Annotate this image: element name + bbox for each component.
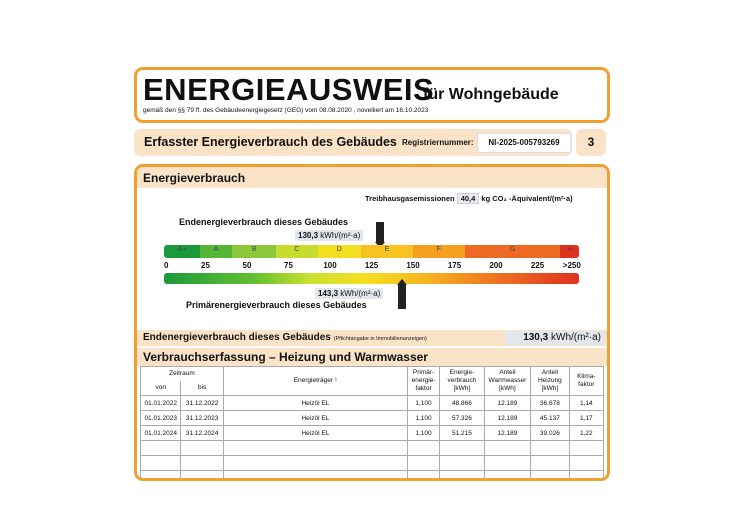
ghg-label: Treibhausgasemissionen bbox=[365, 194, 455, 203]
end-energy-marker bbox=[376, 222, 384, 243]
header-hot-water: Anteil Warmwasser [kWh] bbox=[484, 367, 531, 396]
summary-value-box bbox=[505, 331, 605, 345]
table-cell bbox=[141, 441, 181, 456]
certificate-title: ENERGIEAUSWEIS bbox=[143, 72, 435, 107]
table-cell bbox=[141, 456, 181, 471]
header-consumption: Energie-verbrauch [kWh] bbox=[440, 367, 484, 396]
certificate-subtitle: für Wohngebäude bbox=[423, 86, 559, 103]
table-cell bbox=[440, 441, 484, 456]
end-energy-unit: kWh/(m²·a) bbox=[320, 231, 361, 240]
table-cell: 36.678 bbox=[531, 396, 569, 411]
table-cell: 01.01.2023 bbox=[141, 411, 181, 426]
table-cell bbox=[407, 456, 439, 471]
scale-tick: 225 bbox=[530, 261, 545, 270]
table-row bbox=[141, 456, 604, 471]
header-period: Zeitraum bbox=[141, 367, 224, 382]
energy-class-b bbox=[232, 245, 276, 258]
table-cell bbox=[407, 441, 439, 456]
summary-unit: kWh/(m²·a) bbox=[551, 332, 601, 343]
table-cell bbox=[181, 471, 223, 482]
law-reference: gemäß den §§ 79 ff. des Gebäudeenergiegesetz (GEG) vom 08.08.2020 , novelliert am 16.10.2023 bbox=[143, 107, 429, 114]
registration-number: NI-2025-005793269 bbox=[477, 133, 571, 153]
scale-tick: 200 bbox=[489, 261, 503, 270]
table-cell: 1,17 bbox=[569, 411, 603, 426]
consumption-table bbox=[140, 366, 604, 481]
energy-class-h bbox=[560, 245, 579, 258]
table-cell: 12.189 bbox=[484, 426, 531, 441]
page-number: 3 bbox=[576, 129, 606, 156]
table-row bbox=[141, 426, 604, 441]
table-row bbox=[141, 441, 604, 456]
energy-heading: Energieverbrauch bbox=[143, 171, 246, 185]
energy-heading-bar bbox=[137, 167, 607, 188]
header-climate-factor: Klima-faktor bbox=[569, 367, 603, 396]
energy-class-e bbox=[361, 245, 413, 258]
energy-consumption-panel bbox=[134, 164, 610, 481]
energy-gradient-bar bbox=[164, 273, 579, 284]
table-cell bbox=[484, 471, 531, 482]
table-header-row bbox=[141, 367, 604, 382]
table-cell bbox=[531, 456, 569, 471]
scale-tick: 150 bbox=[406, 261, 420, 270]
table-cell: 1,14 bbox=[569, 396, 603, 411]
registration-label: Registriernummer: bbox=[402, 138, 474, 147]
table-cell: 01.01.2022 bbox=[141, 396, 181, 411]
energy-class-label: B bbox=[251, 246, 257, 253]
table-cell bbox=[223, 471, 407, 482]
energy-class-d bbox=[318, 245, 362, 258]
end-energy-value: 130,3 bbox=[298, 231, 319, 240]
scale-tick: 0 bbox=[164, 261, 169, 270]
table-cell bbox=[440, 456, 484, 471]
table-cell bbox=[484, 456, 531, 471]
energy-class-label: A bbox=[213, 246, 219, 253]
table-cell bbox=[531, 471, 569, 482]
summary-row bbox=[137, 330, 607, 346]
table-cell: 45.137 bbox=[531, 411, 569, 426]
scale-tick: 25 bbox=[201, 261, 210, 270]
table-cell bbox=[569, 471, 603, 482]
recording-heading-bar bbox=[137, 348, 607, 366]
table-cell: Heizöl EL bbox=[223, 396, 407, 411]
recording-heading: Verbrauchserfassung – Heizung und Warmwasser bbox=[143, 350, 428, 364]
table-cell bbox=[440, 471, 484, 482]
end-energy-label: Endenergieverbrauch dieses Gebäudes bbox=[179, 217, 349, 227]
table-body bbox=[141, 396, 604, 482]
summary-label: Endenergieverbrauch dieses Gebäudes bbox=[143, 332, 331, 343]
energy-class-label: F bbox=[436, 246, 442, 253]
ghg-emissions bbox=[365, 193, 573, 204]
summary-label-wrap bbox=[143, 332, 427, 343]
table-cell: 51.215 bbox=[440, 426, 484, 441]
energy-class-a bbox=[200, 245, 233, 258]
table-cell: 12.189 bbox=[484, 396, 531, 411]
ghg-unit: kg CO₂ -Äquivalent/(m²·a) bbox=[481, 194, 573, 203]
table-cell: 31.12.2023 bbox=[181, 411, 223, 426]
table-row bbox=[141, 396, 604, 411]
header-heating: Anteil Heizung [kWh] bbox=[531, 367, 569, 396]
table-cell: Heizöl EL bbox=[223, 426, 407, 441]
energy-class-label: D bbox=[336, 246, 342, 253]
header-to: bis bbox=[181, 381, 223, 396]
primary-energy-label: Primärenergieverbrauch dieses Gebäudes bbox=[186, 300, 367, 310]
table-cell bbox=[407, 471, 439, 482]
certificate-header bbox=[134, 67, 610, 123]
table-cell bbox=[531, 441, 569, 456]
energy-class-label: E bbox=[384, 246, 390, 253]
table-cell bbox=[181, 441, 223, 456]
scale-tick: 125 bbox=[364, 261, 379, 270]
table-cell bbox=[484, 441, 531, 456]
primary-energy-value-box bbox=[315, 288, 383, 299]
table-cell bbox=[181, 456, 223, 471]
table-cell: 12.189 bbox=[484, 411, 531, 426]
table-cell: 31.12.2022 bbox=[181, 396, 223, 411]
scale-tick: 75 bbox=[284, 261, 293, 270]
scale-tick: 175 bbox=[447, 261, 462, 270]
energy-class-label: C bbox=[294, 246, 300, 253]
table-cell: 57.326 bbox=[440, 411, 484, 426]
energy-class-label: H bbox=[567, 246, 573, 253]
table-cell: 1,22 bbox=[569, 426, 603, 441]
table-cell: Heizöl EL bbox=[223, 411, 407, 426]
energy-class-label: A+ bbox=[177, 246, 187, 253]
table-cell bbox=[141, 471, 181, 482]
table-row bbox=[141, 471, 604, 482]
summary-note: (Pflichtangabe in Immobilienanzeigen) bbox=[333, 336, 427, 342]
table-cell bbox=[569, 441, 603, 456]
primary-energy-marker bbox=[398, 285, 406, 309]
scale-ticks bbox=[164, 259, 579, 272]
table-cell: 1,100 bbox=[407, 426, 439, 441]
table-cell: 48.866 bbox=[440, 396, 484, 411]
energy-class-c bbox=[276, 245, 318, 258]
primary-energy-unit: kWh/(m²·a) bbox=[340, 289, 381, 298]
table-cell bbox=[223, 456, 407, 471]
scale-tick: >250 bbox=[562, 261, 581, 270]
table-cell: 31.12.2024 bbox=[181, 426, 223, 441]
table-cell: 1,100 bbox=[407, 396, 439, 411]
table-cell: 01.01.2024 bbox=[141, 426, 181, 441]
header-from: von bbox=[141, 381, 181, 396]
energy-class-scale bbox=[164, 245, 579, 258]
section-bar bbox=[134, 129, 572, 156]
scale-tick: 50 bbox=[242, 261, 252, 270]
table-cell: 1,100 bbox=[407, 411, 439, 426]
table-cell bbox=[569, 456, 603, 471]
energy-class-g bbox=[465, 245, 560, 258]
table-row bbox=[141, 411, 604, 426]
ghg-value: 40,4 bbox=[457, 193, 480, 204]
header-primary-factor: Primär-energie-faktor bbox=[407, 367, 439, 396]
table-cell bbox=[223, 441, 407, 456]
summary-value: 130,3 bbox=[523, 332, 549, 343]
primary-energy-value: 143,3 bbox=[318, 289, 339, 298]
energy-class-aplus bbox=[164, 245, 200, 258]
scale-tick: 100 bbox=[323, 261, 337, 270]
energy-class-f bbox=[413, 245, 465, 258]
table-cell: 39.026 bbox=[531, 426, 569, 441]
end-energy-value-box bbox=[295, 230, 363, 241]
header-carrier: Energieträger ¹ bbox=[223, 367, 407, 396]
energy-class-label: G bbox=[509, 246, 516, 253]
section-title: Erfasster Energieverbrauch des Gebäudes bbox=[144, 135, 397, 149]
